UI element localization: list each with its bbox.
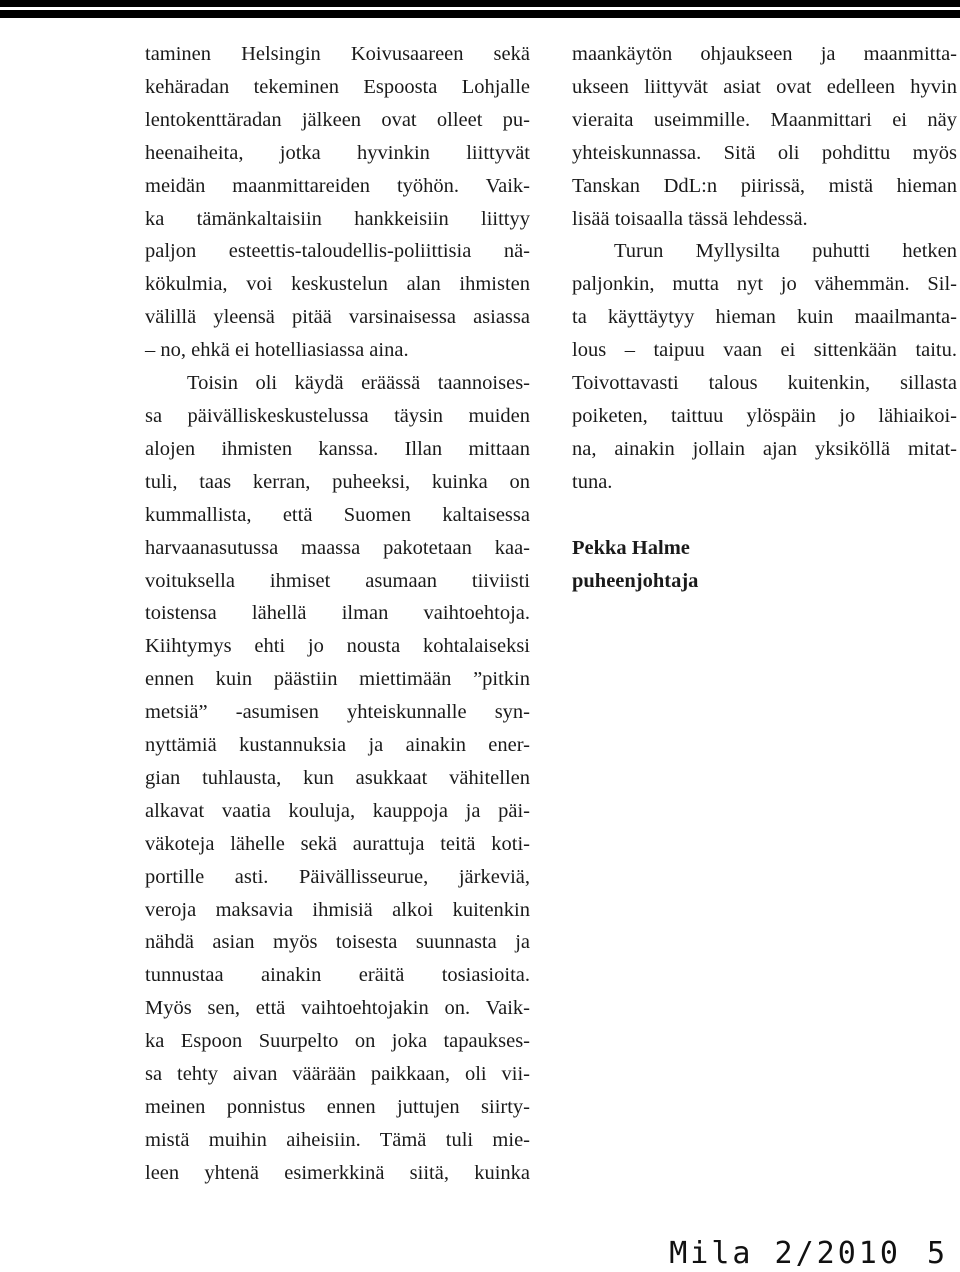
text-line: nyttämiä kustannuksia ja ainakin ener- <box>145 734 530 757</box>
text-line: tuli, taas kerran, puheeksi, kuinka on <box>145 470 530 493</box>
text-line: taminen Helsingin Koivusaareen sekä <box>145 43 530 65</box>
text-line: yhteiskunnassa. Sitä oli pohdittu myös <box>572 141 957 164</box>
text-line: ka Espoon Suurpelto on joka tapaukses- <box>145 1030 530 1053</box>
page-number: 5 <box>926 1236 948 1271</box>
text-line: meidän maanmittareiden työhön. Vaik- <box>145 174 530 197</box>
right-column <box>572 38 957 598</box>
paragraph <box>145 38 530 367</box>
paragraph <box>572 235 957 498</box>
text-line: kehäradan tekeminen Espoosta Lohjalle <box>145 75 530 98</box>
text-line: alkavat vaatia kouluja, kauppoja ja päi- <box>145 799 530 822</box>
text-line: leen yhtenä esimerkkinä siitä, kuinka <box>145 1161 530 1184</box>
text-line: paljonkin, mutta nyt jo vähemmän. Sil- <box>572 273 957 296</box>
text-line: Myös sen, että vaihtoehtojakin on. Vaik- <box>145 997 530 1020</box>
text-line: portille asti. Päivällisseurue, järkeviä, <box>145 865 530 888</box>
text-line: heenaiheita, jotka hyvinkin liittyvät <box>145 141 530 164</box>
text-line: gian tuhlausta, kun asukkaat vähitellen <box>145 766 530 789</box>
text-line: kökulmia, voi keskustelun alan ihmisten <box>145 273 530 296</box>
text-line: toistensa lähellä ilman vaihtoehtoja. <box>145 602 530 625</box>
text-line: ta käyttäytyy hieman kuin maailmanta- <box>572 306 957 329</box>
text-line: tuna. <box>572 470 613 493</box>
text-line: Toisin oli käydä eräässä taannoises- <box>187 372 530 395</box>
text-line: väkoteja lähelle sekä aurattuja teitä koti- <box>145 832 530 855</box>
signature <box>572 532 957 598</box>
text-line: sa päivälliskeskustelussa täysin muiden <box>145 404 530 427</box>
text-line: Turun Myllysilta puhutti hetken <box>614 240 957 263</box>
text-line: lisää toisaalla tässä lehdessä. <box>572 207 808 230</box>
text-line: lentokenttäradan jälkeen ovat olleet pu- <box>145 108 530 131</box>
left-column <box>145 38 530 1190</box>
text-line: metsiä” -asumisen yhteiskunnalle syn- <box>145 701 530 724</box>
header-rule <box>0 0 960 18</box>
text-line: välillä yleensä pitää varsinaisessa asiassa <box>145 306 530 329</box>
text-line: ka tämänkaltaisiin hankkeisiin liittyy <box>145 207 530 230</box>
text-line: Kiihtymys ehti jo nousta kohtalaiseksi <box>145 635 530 658</box>
text-line: harvaanasutussa maassa pakotetaan kaa- <box>145 536 530 559</box>
text-line: kummallista, että Suomen kaltaisessa <box>145 503 530 526</box>
text-line: vieraita useimmille. Maanmittari ei näy <box>572 108 957 131</box>
author-name: Pekka Halme <box>572 536 690 559</box>
text-line: mistä muihin aiheisiin. Tämä tuli mie- <box>145 1128 530 1151</box>
text-line: paljon esteettis-taloudellis-poliittisia nä- <box>145 240 530 263</box>
text-line: tunnustaa ainakin eräitä tosiasioita. <box>145 964 530 987</box>
text-line: na, ainakin jollain ajan yksiköllä mitat- <box>572 437 957 460</box>
text-line: alojen ihmisten kanssa. Illan mittaan <box>145 437 530 460</box>
author-role: puheenjohtaja <box>572 569 699 592</box>
text-line: poiketen, taittuu ylöspäin jo lähiaikoi- <box>572 404 957 427</box>
text-line: sa tehty aivan väärään paikkaan, oli vii- <box>145 1063 530 1086</box>
publication-issue: Mila 2/2010 <box>669 1236 901 1271</box>
page-footer <box>669 1236 948 1271</box>
text-line: meinen ponnistus ennen juttujen siirty- <box>145 1096 530 1118</box>
text-line: maankäytön ohjaukseen ja maanmitta- <box>572 43 957 65</box>
text-line: voituksella ihmiset asumaan tiiviisti <box>145 569 530 592</box>
text-line: veroja maksavia ihmisiä alkoi kuitenkin <box>145 898 530 921</box>
text-line: lous – taipuu vaan ei sittenkään taitu. <box>572 339 957 362</box>
text-line: Toivottavasti talous kuitenkin, sillasta <box>572 372 957 395</box>
text-line: ukseen liittyvät asiat ovat edelleen hyvin <box>572 75 957 98</box>
paragraph <box>145 367 530 1190</box>
text-line: Tanskan DdL:n piirissä, mistä hieman <box>572 174 957 197</box>
paragraph <box>572 38 957 235</box>
text-line: – no, ehkä ei hotelliasiassa aina. <box>145 339 409 362</box>
text-line: nähdä asian myös toisesta suunnasta ja <box>145 931 530 954</box>
text-line: ennen kuin päästiin miettimään ”pitkin <box>145 668 530 691</box>
